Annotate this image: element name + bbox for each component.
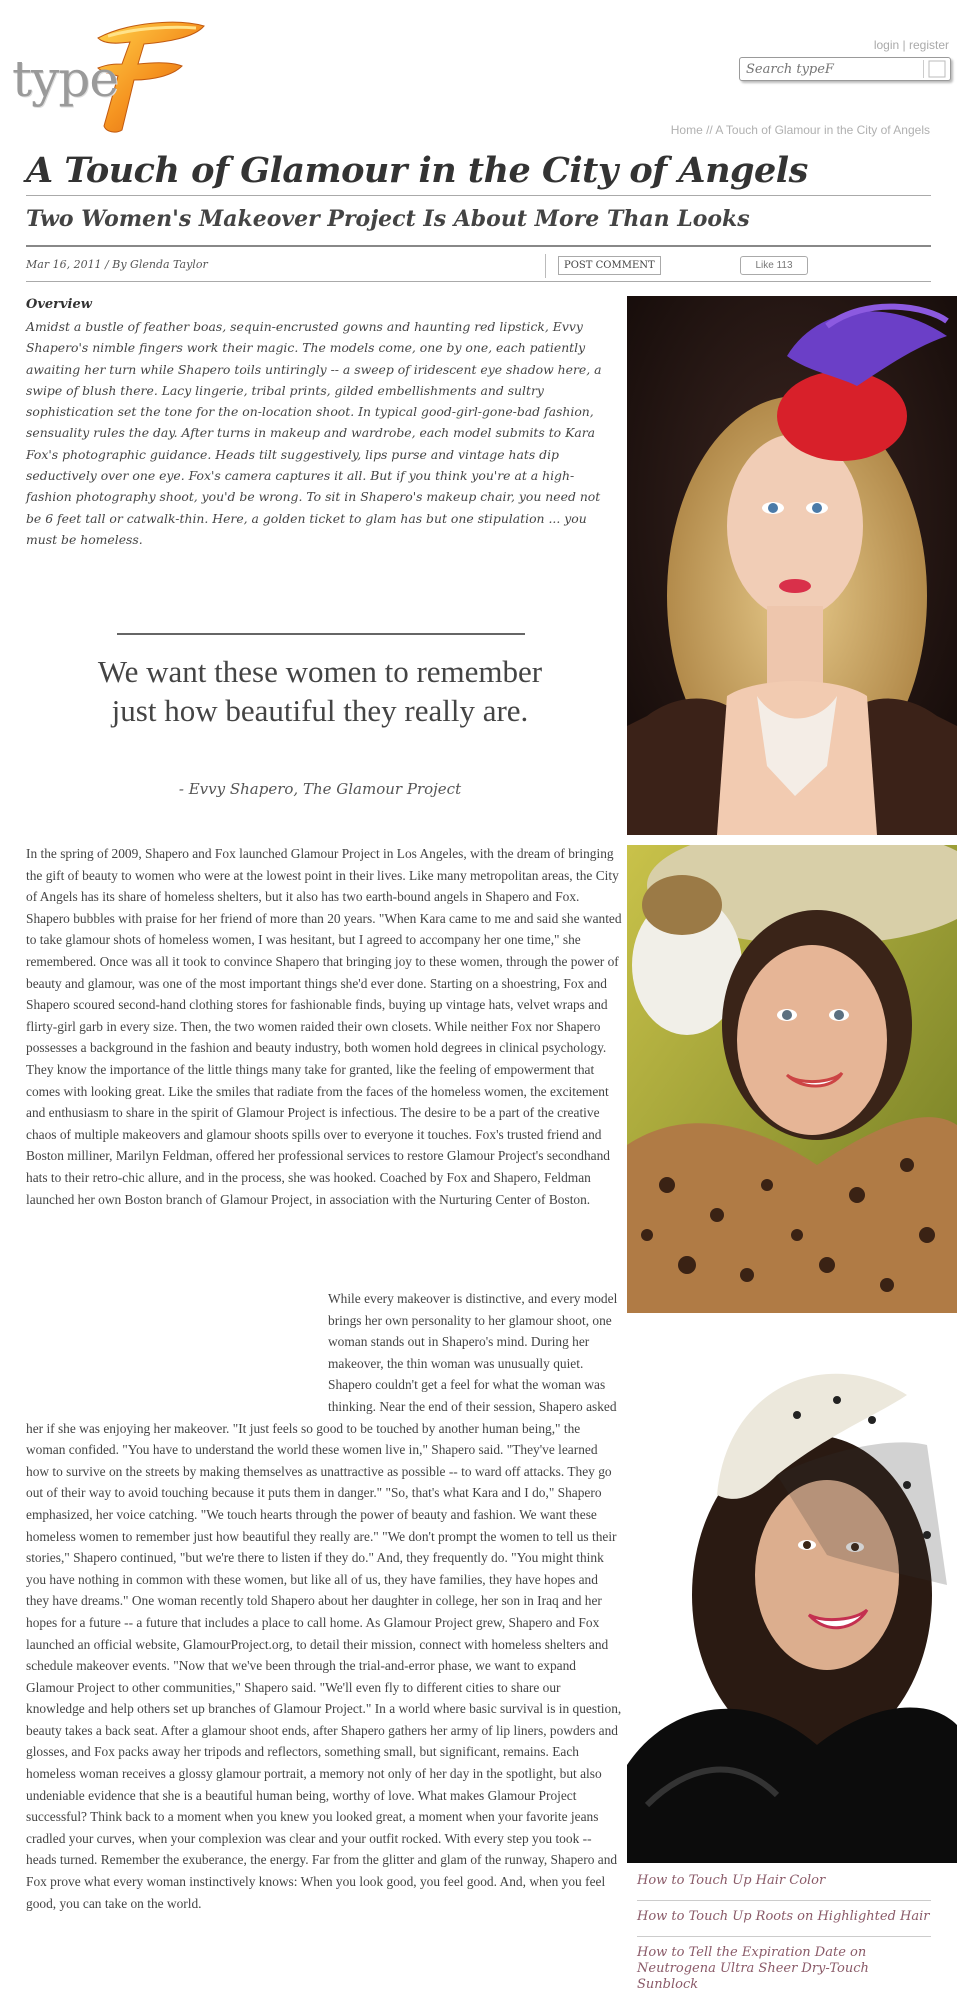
body-paragraph-2: While every makeover is distinctive, and every model brings her own personality to her glamour shoot, one woman stands out in Shapero's mind. During her makeover, the thin woman was unusually quiet. Shapero couldn't get a feel for what the woman was thinking. Near the end of their session, Shapero asked her if she was enjoying her makeover. "It just feels so good to be touched by another human being," the woman confided. "You have to understand the world these women live in," Shapero said. "They've learned how to survive on the streets by making themselves as unattractive as possible -- to ward off attacks. They go out of their way to avoid touching because it puts them in danger." "So, that's what Kara and I do," Shapero emphasized, her voice catching. "We touch hearts through the power of beauty and fashion. We want these homeless women to remember just how beautiful they really are." "We don't prompt the women to tell us their stories," Shapero continued, "but we're there to listen if they do." And, they frequently do. "You might think you have nothing in common with these women, but like all of us, they have families, they have hopes and they have dreams." One woman recently told Shapero about her daughter in college, her son in Iraq and her hopes for a future -- a future that includes a place to call home. As Glamour Project grew, Shapero and Fox launched an official website, GlamourProject.org, to detail their mission, connect with homeless shelters and schedule makeover events. "Now that we've been through the trial-and-error phase, we want to expand Glamour Project to other communities," Shapero said. "We'll even fly to different cities to share our knowledge and help others set up branches of Glamour Project." In a world where basic survival is in question, beauty takes a back seat. After a glamour shoot ends, after Shapero gathers her army of lip liners, powders and glosses, and Fox packs away her tripods and reflectors, something small, but significant, remains. Each homeless woman receives a glossy glamour portrait, a memory not only of her day in the spotlight, but also undeniable evidence that she is a beautiful human being, worthy of love. What makes Glamour Project successful? Think back to a moment when you knew you looked great, a moment when your favorite jeans cradled your curves, when your complexion was clear and your outfit rocked. With every step you took -- heads turned. Remember the exuberance, the energy. Far from the glitter and glam of the runway, Shapero and Fox prove what every woman instinctively knows: When you look good, you feel good. And, when you feel good, you can take on the world. [26,1291,622,1911]
photo-veil-hat-woman [627,1325,957,1863]
photo-red-hat-woman [627,296,957,835]
related-link-2[interactable]: How to Touch Up Roots on Highlighted Hair [637,1909,931,1937]
search-icon[interactable] [928,60,946,78]
portrait-image-1 [627,296,957,835]
related-link-3[interactable]: How to Tell the Expiration Date on Neutrogena Ultra Sheer Dry-Touch Sunblock [637,1945,931,1999]
related-link-1[interactable]: How to Touch Up Hair Color [637,1873,931,1901]
like-button[interactable]: Like 113 [740,256,808,275]
quote-divider [117,633,525,635]
subtitle-divider [26,245,931,247]
auth-links [874,38,949,52]
register-link[interactable]: register [908,38,949,52]
meta-divider [545,254,546,278]
search-box [739,57,951,81]
portrait-image-3 [627,1325,957,1863]
overview-heading: Overview [26,297,92,312]
body-paragraph-1: In the spring of 2009, Shapero and Fox launched Glamour Project in Los Angeles, with the dream of bringing the gift of beauty to women who were at the lowest point in their lives. Like many metropolitan areas, the City of Angels has its share of homeless shelters, but it also has two earth-bound angels in Shapero and Fox. Shapero bubbles with praise for her friend of more than 20 years. "When Kara came to me and said she wanted to take glamour shots of homeless women, I was hesitant, but I agreed to accompany her one time," she remembered. Once was all it took to convince Shapero that bringing joy to these women, through the power of beauty and glamour, was one of the most important things she'd ever done. Starting on a shoestring, Fox and Shapero scoured second-hand clothing stores for fashionable finds, buying up vintage hats, velvet wraps and flirty-girl garb in every size. Then, the two women raided their own closets. While neither Fox nor Shapero possesses a background in the fashion and beauty industry, both women hold degrees in clinical psychology. They know the importance of the little things many take for granted, like the feeling of empowerment that comes with looking great. Like the smiles that radiate from the faces of the homeless women, the excitement and enthusiasm to share in the spirit of Glamour Project is infectious. The desire to be a part of the creative chaos of multiple makeovers and glamour shoots spills over to everyone it touches. Fox's trusted friend and Boston milliner, Marilyn Feldman, offered her professional services to restore Glamour Project's secondhand hats to their retro-chic allure, and in the process, she was hooked. Coached by Fox and Shapero, Feldman launched her own Boston branch of Glamour Project, in association with the Nurturing Center of Boston. [26,846,622,1207]
breadcrumb[interactable]: Home // A Touch of Glamour in the City of Angels [670,123,930,137]
related-links [637,1873,931,1999]
search-divider [923,60,924,78]
login-link[interactable]: login [873,38,900,52]
article-title: A Touch of Glamour in the City of Angels [26,150,808,191]
article-meta: Mar 16, 2011 / By Glenda Taylor [26,258,208,271]
post-comment-button[interactable]: POST COMMENT [558,256,661,275]
search-input[interactable] [740,59,925,81]
pull-quote: We want these women to remember just how beautiful they really are. [97,654,543,728]
pull-quote-citation: - Evvy Shapero, The Glamour Project [178,780,462,798]
article-subtitle: Two Women's Makeover Project Is About More Than Looks [26,206,750,232]
body-paragraph-2-wrap [26,1288,622,1914]
overview-text: Amidst a bustle of feather boas, sequin-encrusted gowns and haunting red lipstick, Evvy Shapero's nimble fingers work their magic. The models come, one by one, each patiently awaiting her turn while Shapero toils untiringly -- a sweep of iridescent eye shadow here, a swipe of blush there. Lacy lingerie, tribal prints, gilded embellishments and sultry sophistication set the tone for the on-location shoot. In typical good-girl-gone-bad fashion, sensuality rules the day. After turns in makeup and wardrobe, each model submits to Kara Fox's photographic guidance. Heads tilt suggestively, lips purse and vintage hats dip seductively over one eye. Fox's camera captures it all. But if you think you're at a high-fashion photography shoot, you'd be wrong. To sit in Shapero's makeup chair, you need not be 6 feet tall or catwalk-thin. Here, a golden ticket to glam has but one stipulation ... you must be homeless. [26,319,602,547]
indent-spacer [26,1288,328,1396]
title-divider [26,195,931,196]
logo-wordmark: type [12,50,118,108]
portrait-image-2 [627,845,957,1313]
auth-separator: | [902,38,906,52]
site-logo[interactable] [8,18,208,136]
meta-bottom-divider [26,281,931,282]
photo-leopard-scarf-woman [627,845,957,1313]
